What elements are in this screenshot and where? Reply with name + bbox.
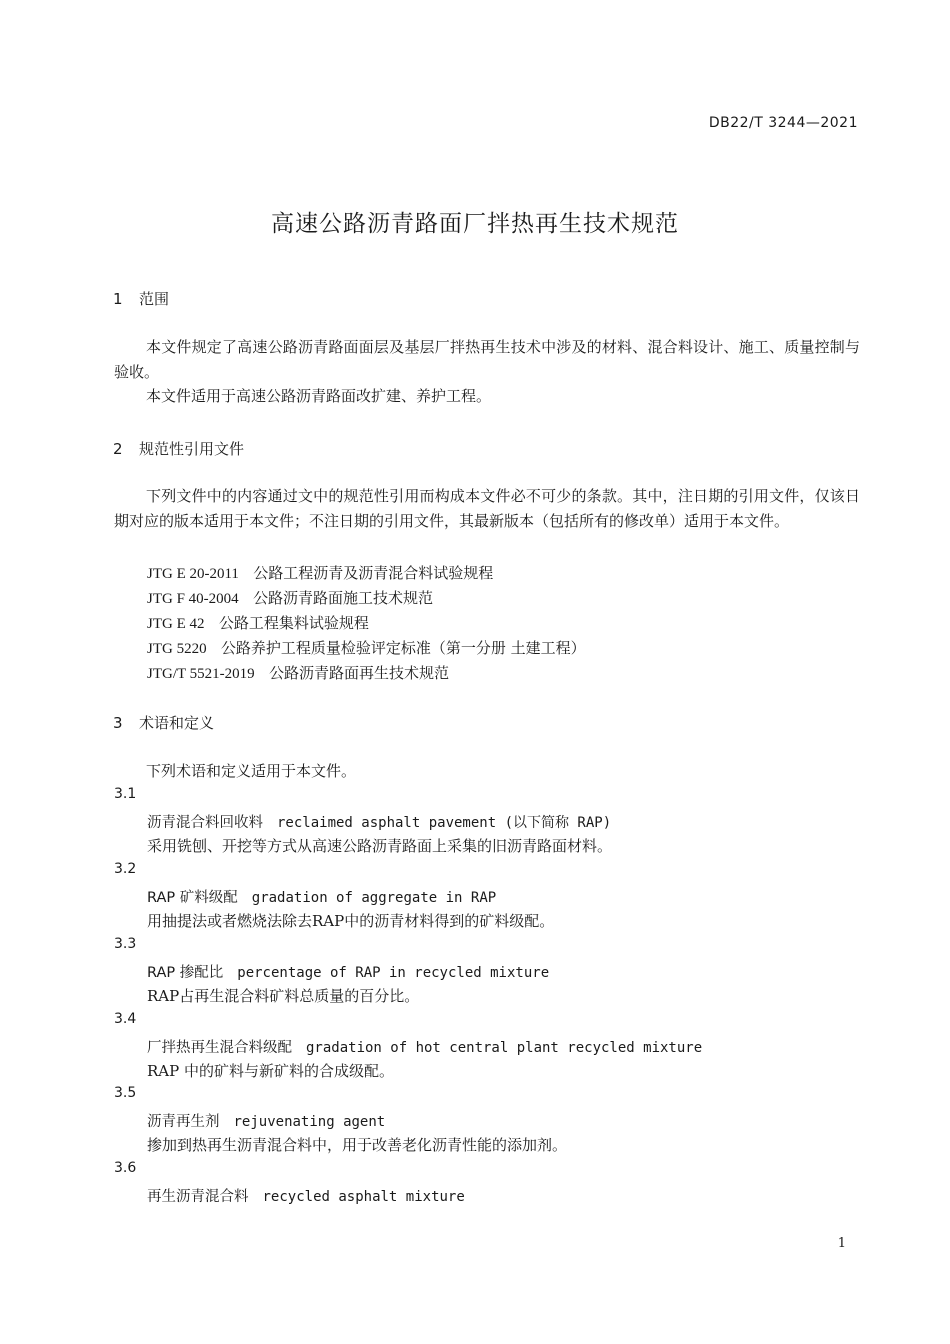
reference-item [147,587,433,608]
term-definition: RAP 中的矿料与新矿料的合成级配。 [147,1062,394,1080]
terms-intro: 下列术语和定义适用于本文件。 [146,762,357,780]
term-title [147,1110,385,1131]
reference-code: JTG 5220 [147,641,207,657]
term-title [147,1185,465,1206]
term-en: recycled asphalt mixture [262,1189,465,1205]
section-3-heading [113,712,214,733]
term-zh: 沥青混合料回收料 [147,815,263,831]
term-title [147,886,496,907]
references-intro: 下列文件中的内容通过文中的规范性引用而构成本文件必不可少的条款。其中，注日期的引用文件，仅该日期对应的版本适用于本文件；不注日期的引用文件，其最新版本（包括所有的修改单）适用于本文件。 [114,487,860,530]
term-number: 3.4 [114,1011,137,1027]
term-en: gradation of hot central plant recycled mixture [306,1040,703,1056]
section-2-heading [113,438,244,459]
term-en: percentage of RAP in recycled mixture [237,965,550,981]
reference-code: JTG/T 5521-2019 [147,666,255,682]
term-zh: RAP 矿料级配 [147,890,238,906]
scope-paragraph-2: 本文件适用于高速公路沥青路面改扩建、养护工程。 [146,387,492,405]
reference-item [147,562,493,583]
reference-title: 公路工程沥青及沥青混合料试验规程 [253,564,494,582]
section-number: 2 [113,440,123,458]
term-definition: RAP占再生混合料矿料总质量的百分比。 [147,987,420,1005]
reference-code: JTG F 40-2004 [147,591,239,607]
term-number: 3.6 [114,1160,137,1176]
section-title: 术语和定义 [139,714,215,732]
reference-title: 公路工程集料试验规程 [218,614,369,632]
term-en: gradation of aggregate in RAP [251,890,497,906]
term-title [147,1036,702,1057]
term-definition: 掺加到热再生沥青混合料中，用于改善老化沥青性能的添加剂。 [147,1136,568,1154]
term-zh: 厂拌热再生混合料级配 [147,1040,292,1056]
term-title [147,961,549,982]
section-number: 3 [113,714,123,732]
reference-title: 公路沥青路面施工技术规范 [252,589,433,607]
term-number: 3.2 [114,861,137,877]
reference-code: JTG E 42 [147,616,205,632]
term-number: 3.1 [114,786,137,802]
term-title [147,811,611,832]
reference-title: 公路沥青路面再生技术规范 [268,664,449,682]
term-number: 3.3 [114,936,137,952]
term-en: rejuvenating agent [233,1114,386,1130]
reference-item [147,612,369,633]
section-title: 范围 [139,290,170,308]
section-title: 规范性引用文件 [139,440,245,458]
term-definition: 采用铣刨、开挖等方式从高速公路沥青路面上采集的旧沥青路面材料。 [147,837,613,855]
term-definition: 用抽提法或者燃烧法除去RAP中的沥青材料得到的矿料级配。 [147,912,555,930]
document-title: 高速公路沥青路面厂拌热再生技术规范 [271,211,679,237]
reference-item [147,637,586,658]
term-zh: 沥青再生剂 [147,1114,220,1130]
reference-code: JTG E 20-2011 [147,566,239,582]
term-zh: 再生沥青混合料 [147,1189,249,1205]
reference-item [147,662,449,683]
section-1-heading [113,288,169,309]
section-number: 1 [113,290,123,308]
reference-title: 公路养护工程质量检验评定标准（第一分册 土建工程） [220,639,586,657]
term-number: 3.5 [114,1085,137,1101]
term-en: reclaimed asphalt pavement (以下简称 RAP) [277,815,612,831]
scope-paragraph-1: 本文件规定了高速公路沥青路面面层及基层厂拌热再生技术中涉及的材料、混合料设计、施工、质量控制与验收。 [114,338,860,381]
standard-code: DB22/T 3244—2021 [708,115,858,131]
page-number: 1 [837,1236,846,1251]
term-zh: RAP 掺配比 [147,965,224,981]
